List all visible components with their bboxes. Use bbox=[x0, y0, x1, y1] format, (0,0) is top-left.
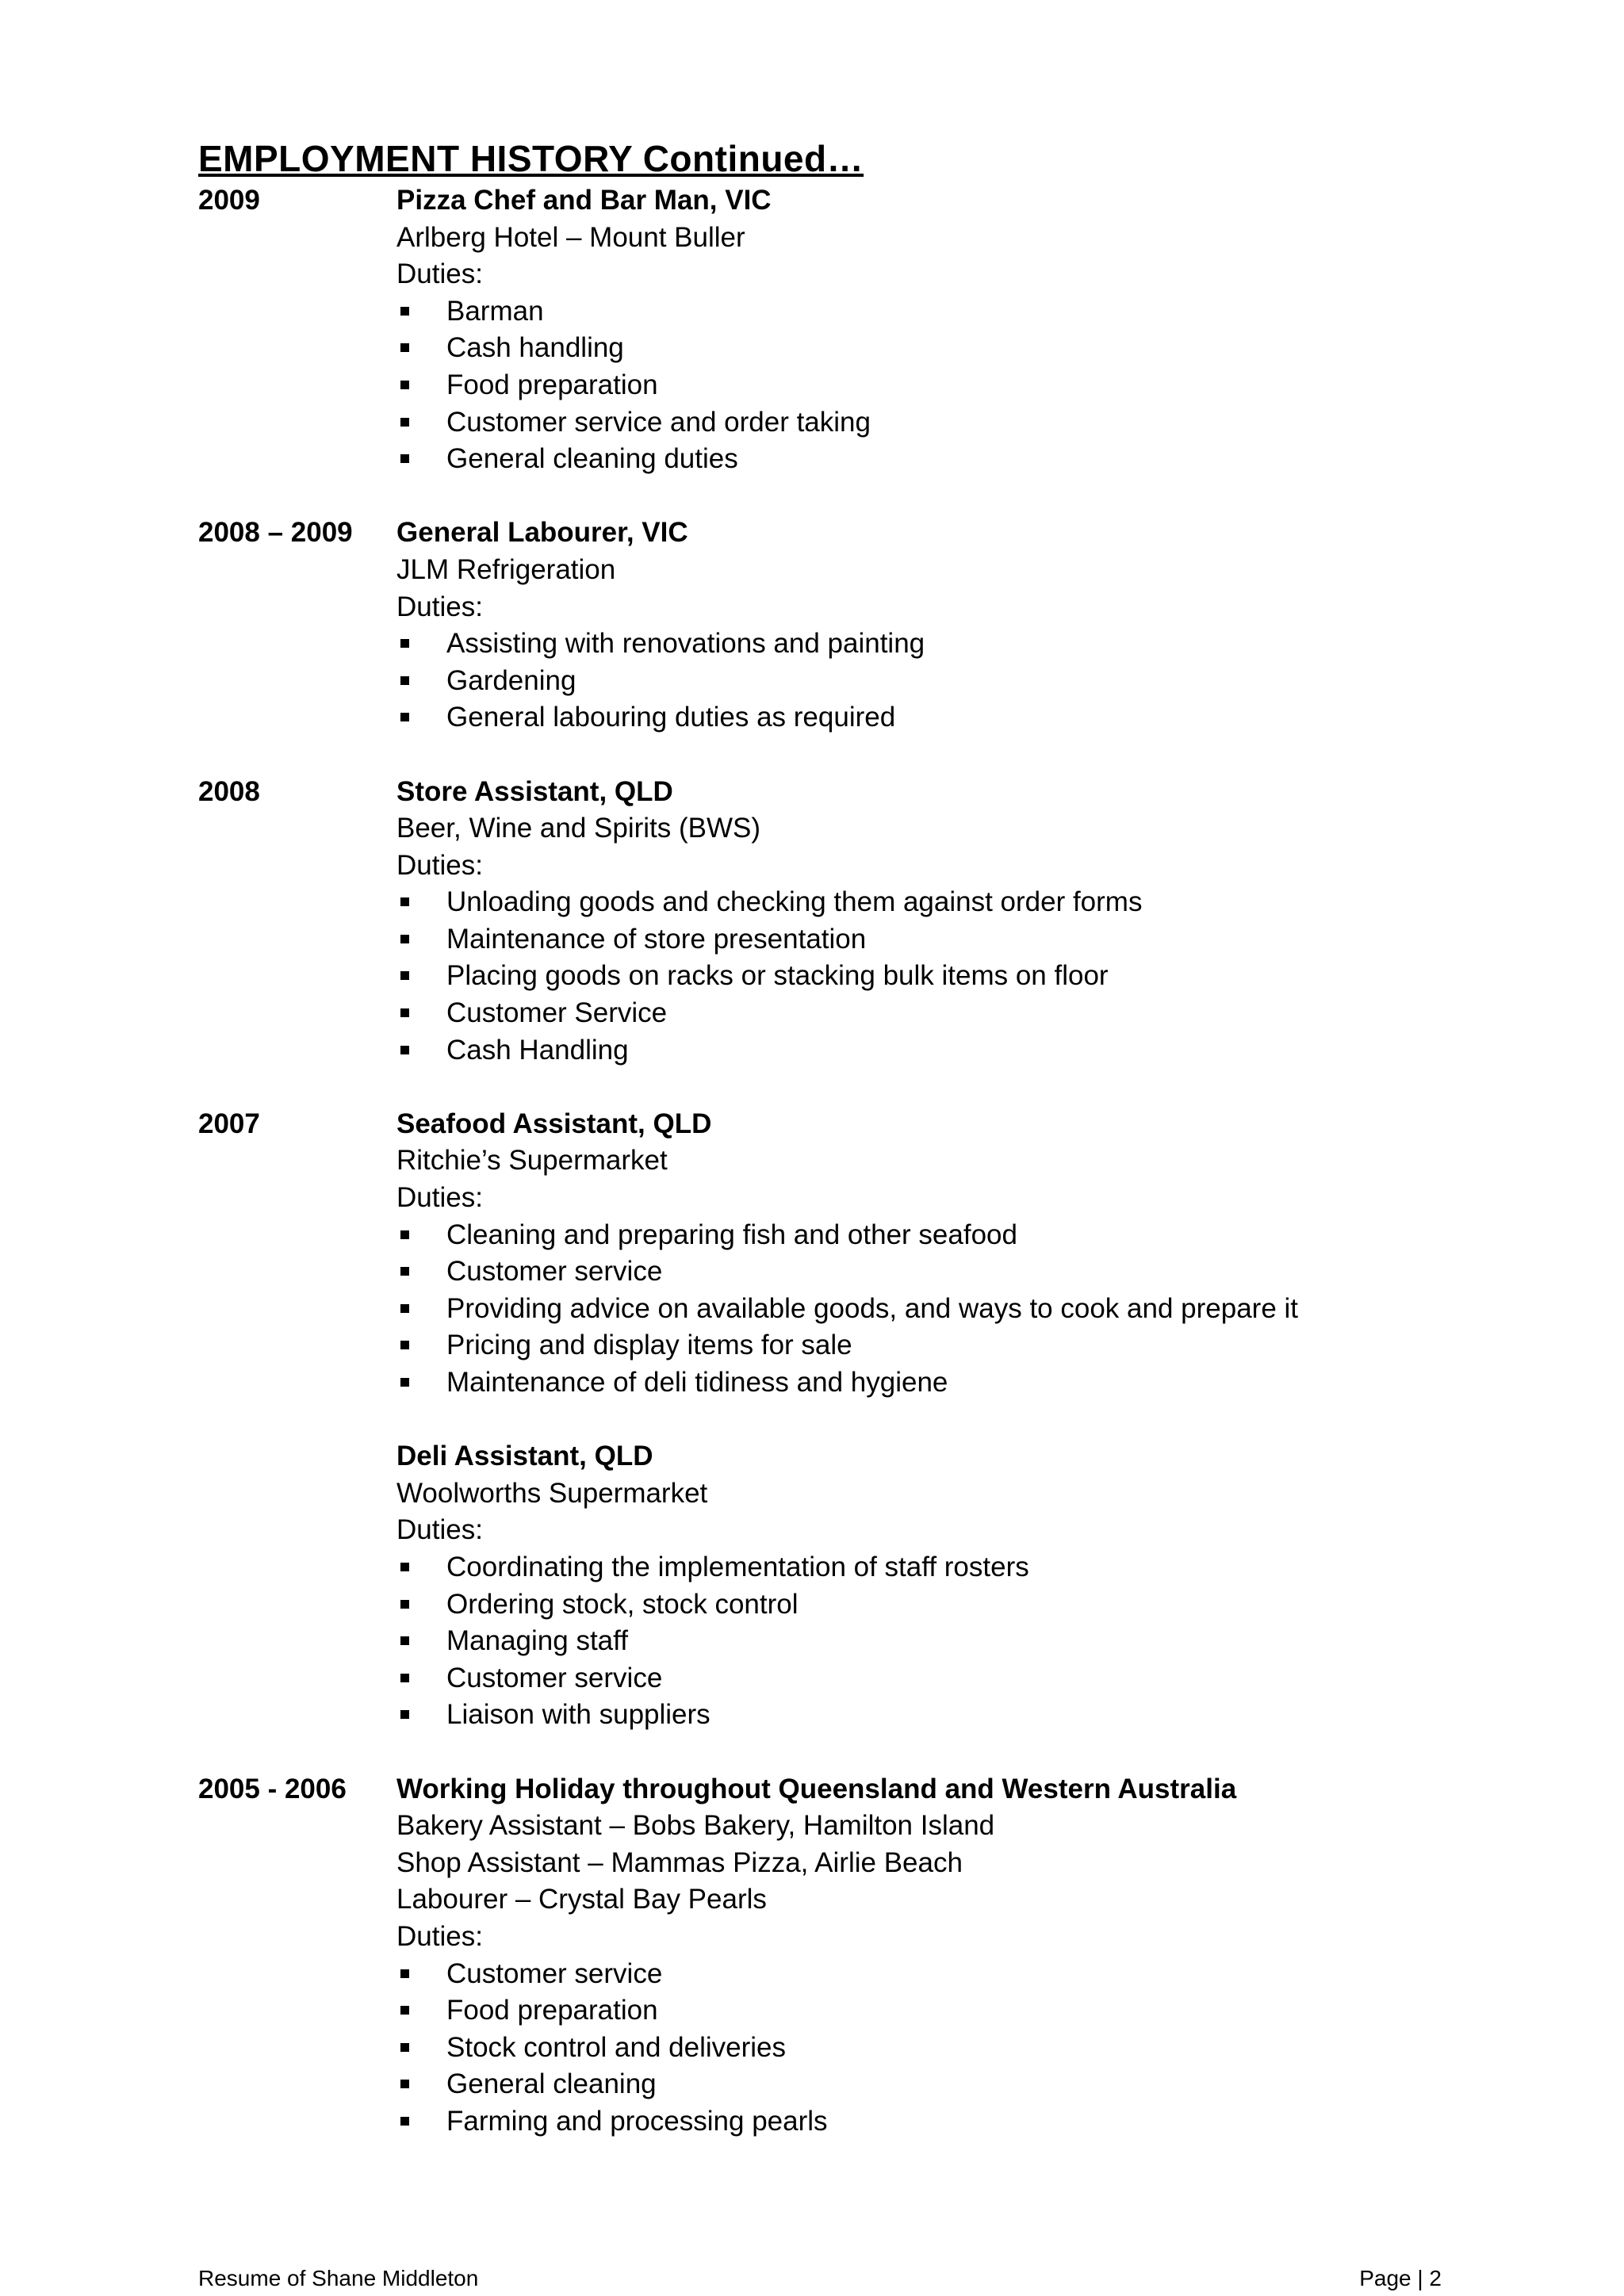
employer-line: Bakery Assistant – Bobs Bakery, Hamilton Island bbox=[396, 1810, 995, 1842]
duty-text: Farming and processing pearls bbox=[446, 2105, 828, 2137]
employment-entry bbox=[198, 515, 1435, 737]
duty-item bbox=[396, 293, 1435, 331]
employer-line: Labourer – Crystal Bay Pearls bbox=[396, 1884, 767, 1915]
square-bullet-icon bbox=[400, 2043, 409, 2052]
duty-text: Placing goods on racks or stacking bulk items on floor bbox=[446, 960, 1109, 992]
employment-entry bbox=[198, 1771, 1435, 2141]
duty-item bbox=[396, 958, 1435, 995]
duties-label: Duties: bbox=[396, 1920, 483, 1952]
section-heading: EMPLOYMENT HISTORY Continued… bbox=[198, 138, 864, 179]
duty-item bbox=[396, 1992, 1435, 2030]
duty-item bbox=[396, 1623, 1435, 1660]
square-bullet-icon bbox=[400, 935, 409, 943]
duty-item bbox=[396, 1364, 1435, 1402]
square-bullet-icon bbox=[400, 2117, 409, 2126]
duty-text: Ordering stock, stock control bbox=[446, 1588, 799, 1620]
square-bullet-icon bbox=[400, 1304, 409, 1313]
square-bullet-icon bbox=[400, 897, 409, 906]
duty-item bbox=[396, 2030, 1435, 2067]
duty-item bbox=[396, 1217, 1435, 1254]
duty-item bbox=[396, 1586, 1435, 1624]
duty-item bbox=[396, 1327, 1435, 1364]
entry-body bbox=[396, 1106, 1435, 1402]
duties-label: Duties: bbox=[396, 849, 483, 881]
square-bullet-icon bbox=[400, 971, 409, 980]
duties-list bbox=[396, 293, 1435, 478]
duty-item bbox=[396, 921, 1435, 959]
employer-line: Ritchie’s Supermarket bbox=[396, 1145, 668, 1177]
duty-text: Customer service and order taking bbox=[446, 406, 871, 438]
square-bullet-icon bbox=[400, 1378, 409, 1387]
entry-date: 2008 – 2009 bbox=[198, 517, 353, 549]
employer-line: JLM Refrigeration bbox=[396, 553, 616, 585]
square-bullet-icon bbox=[400, 418, 409, 427]
entry-date: 2009 bbox=[198, 185, 260, 216]
square-bullet-icon bbox=[400, 1710, 409, 1719]
square-bullet-icon bbox=[400, 1563, 409, 1571]
duty-text: General cleaning bbox=[446, 2068, 657, 2100]
duty-text: Cash handling bbox=[446, 332, 624, 364]
duty-item bbox=[396, 1253, 1435, 1291]
duty-text: Maintenance of store presentation bbox=[446, 923, 867, 955]
job-title: Store Assistant, QLD bbox=[396, 775, 673, 807]
employment-entry bbox=[198, 774, 1435, 1070]
duty-text: Food preparation bbox=[446, 1995, 658, 2026]
duty-text: General labouring duties as required bbox=[446, 702, 896, 733]
footer-page-number: Page | 2 bbox=[1359, 2266, 1442, 2290]
duty-text: Customer Service bbox=[446, 997, 668, 1029]
employer-line: Beer, Wine and Spirits (BWS) bbox=[396, 813, 761, 844]
duty-item bbox=[396, 699, 1435, 737]
square-bullet-icon bbox=[400, 676, 409, 685]
duty-text: Coordinating the implementation of staff rosters bbox=[446, 1551, 1029, 1582]
entry-body bbox=[396, 774, 1435, 1070]
duty-text: Cash Handling bbox=[446, 1034, 629, 1066]
square-bullet-icon bbox=[400, 713, 409, 721]
duty-item bbox=[396, 884, 1435, 921]
duty-text: Providing advice on available goods, and ways to cook and prepare it bbox=[446, 1292, 1299, 1324]
duty-text: Customer service bbox=[446, 1662, 663, 1693]
square-bullet-icon bbox=[400, 381, 409, 389]
square-bullet-icon bbox=[400, 1636, 409, 1645]
square-bullet-icon bbox=[400, 1230, 409, 1239]
duty-item bbox=[396, 1660, 1435, 1697]
duties-label: Duties: bbox=[396, 258, 483, 290]
employer-line: Woolworths Supermarket bbox=[396, 1477, 708, 1509]
duty-item bbox=[396, 1956, 1435, 1993]
duty-text: Barman bbox=[446, 295, 544, 327]
square-bullet-icon bbox=[400, 2080, 409, 2088]
duty-item bbox=[396, 367, 1435, 404]
employment-entry bbox=[198, 1438, 1435, 1734]
duty-item bbox=[396, 1697, 1435, 1734]
square-bullet-icon bbox=[400, 2006, 409, 2015]
entry-date: 2005 - 2006 bbox=[198, 1773, 347, 1804]
footer-document-name: Resume of Shane Middleton bbox=[198, 2266, 479, 2290]
duty-item bbox=[396, 995, 1435, 1032]
duties-list bbox=[396, 1956, 1435, 2141]
duty-item bbox=[396, 663, 1435, 700]
square-bullet-icon bbox=[400, 343, 409, 352]
square-bullet-icon bbox=[400, 307, 409, 316]
duty-item bbox=[396, 441, 1435, 478]
duty-item bbox=[396, 330, 1435, 367]
employer-line: Shop Assistant – Mammas Pizza, Airlie Beach bbox=[396, 1846, 963, 1878]
duty-text: Maintenance of deli tidiness and hygiene bbox=[446, 1367, 948, 1398]
duties-list bbox=[396, 884, 1435, 1069]
employment-entry bbox=[198, 1106, 1435, 1402]
duties-list bbox=[396, 1549, 1435, 1734]
duty-item bbox=[396, 2103, 1435, 2141]
duty-text: Assisting with renovations and painting bbox=[446, 628, 925, 660]
entry-body bbox=[396, 1771, 1435, 2141]
job-title: Working Holiday throughout Queensland and Western Australia bbox=[396, 1773, 1237, 1804]
employment-entry bbox=[198, 182, 1435, 478]
duty-item bbox=[396, 1291, 1435, 1328]
duty-text: Pricing and display items for sale bbox=[446, 1330, 852, 1361]
employer-line: Arlberg Hotel – Mount Buller bbox=[396, 221, 745, 253]
employment-entries bbox=[198, 182, 1435, 2140]
duties-list bbox=[396, 1217, 1435, 1402]
duty-text: Cleaning and preparing fish and other seafood bbox=[446, 1219, 1017, 1250]
duty-text: General cleaning duties bbox=[446, 443, 738, 475]
duty-item bbox=[396, 1549, 1435, 1586]
duty-text: Unloading goods and checking them against order forms bbox=[446, 886, 1143, 918]
duties-list bbox=[396, 626, 1435, 737]
job-title: Deli Assistant, QLD bbox=[396, 1441, 653, 1472]
square-bullet-icon bbox=[400, 639, 409, 648]
duty-text: Customer service bbox=[446, 1256, 663, 1288]
square-bullet-icon bbox=[400, 1969, 409, 1978]
duty-text: Liaison with suppliers bbox=[446, 1699, 710, 1731]
square-bullet-icon bbox=[400, 454, 409, 463]
job-title: Seafood Assistant, QLD bbox=[396, 1108, 712, 1139]
square-bullet-icon bbox=[400, 1341, 409, 1349]
entry-body bbox=[396, 182, 1435, 478]
square-bullet-icon bbox=[400, 1674, 409, 1682]
job-title: General Labourer, VIC bbox=[396, 517, 688, 549]
duty-item bbox=[396, 626, 1435, 663]
square-bullet-icon bbox=[400, 1046, 409, 1054]
square-bullet-icon bbox=[400, 1267, 409, 1276]
entry-date: 2008 bbox=[198, 775, 260, 807]
duties-label: Duties: bbox=[396, 591, 483, 622]
duty-item bbox=[396, 2066, 1435, 2103]
square-bullet-icon bbox=[400, 1008, 409, 1017]
duty-text: Food preparation bbox=[446, 369, 658, 400]
entry-body bbox=[396, 515, 1435, 737]
duties-label: Duties: bbox=[396, 1514, 483, 1546]
entry-date: 2007 bbox=[198, 1108, 260, 1139]
duty-text: Managing staff bbox=[446, 1625, 628, 1657]
job-title: Pizza Chef and Bar Man, VIC bbox=[396, 185, 772, 216]
entry-body bbox=[396, 1438, 1435, 1734]
duty-text: Gardening bbox=[446, 664, 576, 696]
duty-text: Stock control and deliveries bbox=[446, 2031, 786, 2063]
duty-item bbox=[396, 404, 1435, 442]
duty-item bbox=[396, 1032, 1435, 1070]
square-bullet-icon bbox=[400, 1600, 409, 1609]
duty-text: Customer service bbox=[446, 1957, 663, 1989]
duties-label: Duties: bbox=[396, 1182, 483, 1214]
